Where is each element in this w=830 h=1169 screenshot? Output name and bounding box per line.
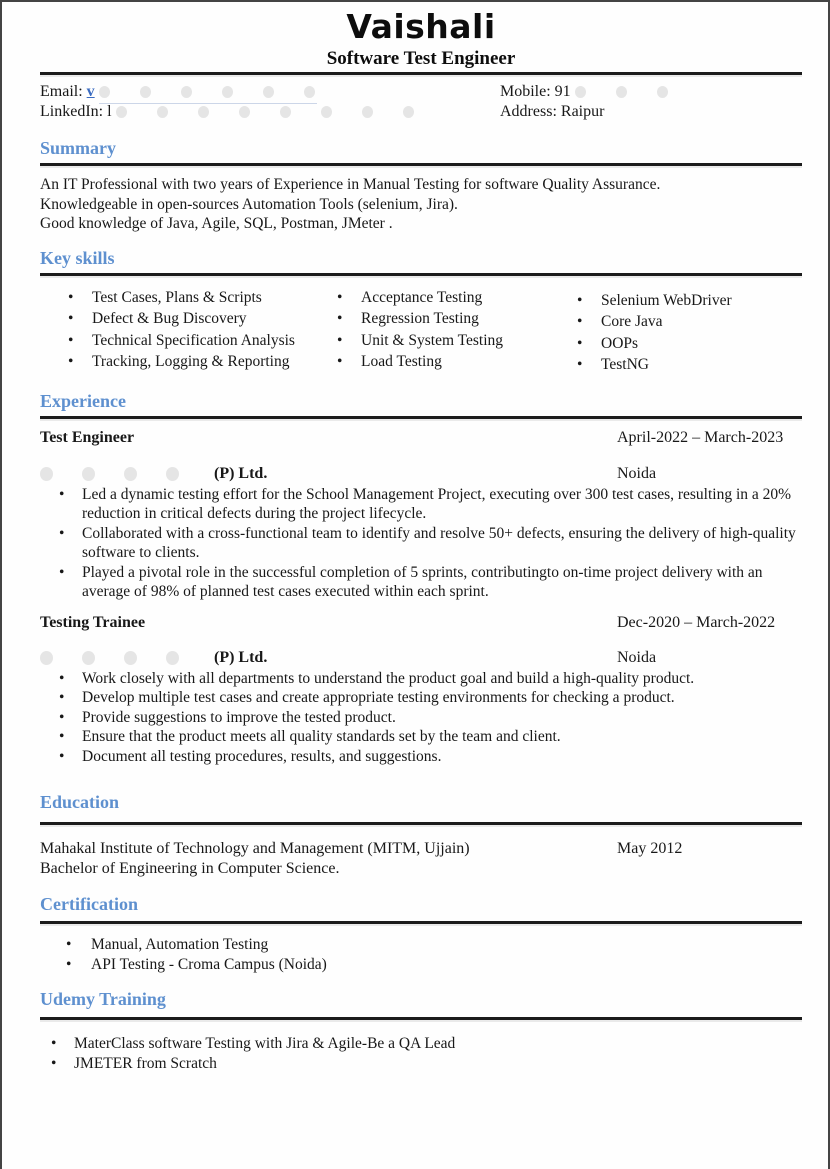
udemy-training-divider bbox=[40, 1017, 802, 1020]
skill-label: Unit & System Testing bbox=[361, 331, 504, 349]
bullet-icon bbox=[59, 708, 82, 728]
bullet-icon bbox=[337, 351, 361, 373]
udemy-item bbox=[40, 1054, 802, 1074]
udemy-training-heading: Udemy Training bbox=[40, 989, 166, 1009]
bullet-icon bbox=[337, 308, 361, 330]
skill-item bbox=[337, 308, 577, 330]
job-bullet bbox=[40, 669, 802, 689]
job-bullet bbox=[40, 485, 802, 524]
summary-line: Knowledgeable in open-sources Automation Tools (selenium, Jira). bbox=[40, 195, 458, 213]
redaction-dot bbox=[239, 106, 250, 118]
skill-item bbox=[68, 287, 337, 309]
experience-divider bbox=[40, 416, 802, 419]
bullet-icon bbox=[577, 354, 601, 376]
job-bullet-text: Develop multiple test cases and create appropriate testing environments for checking a product. bbox=[82, 689, 675, 706]
key-skills-heading: Key skills bbox=[40, 247, 115, 268]
header-divider bbox=[40, 72, 802, 75]
redaction-dot bbox=[166, 651, 179, 665]
skill-item bbox=[577, 354, 802, 376]
job-bullet bbox=[40, 563, 802, 602]
skill-label: Defect & Bug Discovery bbox=[92, 310, 247, 327]
bullet-icon bbox=[577, 333, 601, 355]
redaction-dot bbox=[40, 651, 53, 665]
job-bullet bbox=[40, 688, 802, 708]
redaction-dot bbox=[304, 86, 315, 98]
skills-column-2 bbox=[337, 287, 577, 376]
redaction-dot bbox=[403, 106, 414, 118]
redaction-dot bbox=[99, 86, 110, 98]
skill-label: Load Testing bbox=[361, 353, 442, 370]
redaction-dot bbox=[140, 86, 151, 98]
address-value: Raipur bbox=[560, 103, 605, 120]
company-row bbox=[40, 464, 802, 483]
certification-divider bbox=[40, 921, 802, 924]
job-bullet-text: Led a dynamic testing effort for the School Management Project, executing over 300 test cases, resulting in a 20% reduction in critical defects during the project lifecycle. bbox=[82, 485, 792, 522]
job-header bbox=[40, 428, 802, 447]
key-skills-grid bbox=[40, 287, 802, 376]
certification-item bbox=[40, 955, 802, 975]
address-label: Address: bbox=[500, 103, 557, 120]
redaction-dot bbox=[181, 86, 192, 98]
redaction-dot bbox=[362, 106, 373, 118]
redacted-company-name bbox=[40, 648, 208, 667]
redaction-dot bbox=[40, 467, 53, 481]
education-institution-row bbox=[40, 839, 802, 859]
redaction-dot bbox=[198, 106, 209, 118]
bullet-icon bbox=[68, 351, 92, 373]
redacted-mobile bbox=[575, 82, 670, 103]
job-bullet bbox=[40, 524, 802, 563]
bullet-icon bbox=[59, 688, 82, 708]
company-name-visible: (P) Ltd. bbox=[214, 648, 268, 666]
bullet-icon bbox=[59, 669, 82, 689]
bullet-icon bbox=[68, 287, 92, 309]
certification-list bbox=[40, 935, 802, 974]
education-date: May 2012 bbox=[617, 840, 683, 857]
bullet-icon bbox=[51, 1034, 74, 1054]
redacted-linkedin bbox=[116, 102, 416, 123]
education-block bbox=[40, 839, 802, 879]
redaction-dot bbox=[321, 106, 332, 118]
redaction-dot bbox=[124, 651, 137, 665]
job-bullet-text: Played a pivotal role in the successful completion of 5 sprints, contributingto on-time project delivery with an average of 98% of planned test cases executed within each sprint. bbox=[82, 563, 763, 600]
bullet-icon bbox=[337, 287, 361, 309]
skill-item bbox=[577, 333, 802, 355]
summary-line: Good knowledge of Java, Agile, SQL, Postman, JMeter . bbox=[40, 215, 393, 232]
summary-text bbox=[40, 175, 802, 234]
certification-heading: Certification bbox=[40, 894, 138, 914]
udemy-text: JMETER from Scratch bbox=[74, 1054, 217, 1072]
job-bullet-text: Document all testing procedures, results, and suggestions. bbox=[82, 747, 442, 765]
skill-item bbox=[337, 330, 577, 352]
bullet-icon bbox=[66, 935, 91, 955]
job-bullet bbox=[40, 747, 802, 767]
skill-label: Test Cases, Plans & Scripts bbox=[92, 288, 262, 306]
bullet-icon bbox=[59, 485, 82, 524]
job-location: Noida bbox=[617, 648, 657, 666]
skills-column-1 bbox=[40, 287, 337, 376]
bullet-icon bbox=[51, 1054, 74, 1074]
udemy-item bbox=[40, 1034, 802, 1054]
skill-item bbox=[68, 330, 337, 352]
job-location: Noida bbox=[617, 464, 657, 482]
bullet-icon bbox=[577, 311, 601, 333]
skill-label: Selenium WebDriver bbox=[601, 291, 732, 309]
redacted-company-name bbox=[40, 464, 208, 483]
udemy-training-list bbox=[40, 1034, 802, 1073]
certification-text: Manual, Automation Testing bbox=[91, 936, 269, 953]
key-skills-divider bbox=[40, 273, 802, 276]
certification-text: API Testing - Croma Campus (Noida) bbox=[91, 955, 327, 973]
email-link[interactable]: v bbox=[86, 83, 95, 100]
job-dates: Dec-2020 – March-2022 bbox=[617, 613, 776, 631]
education-heading: Education bbox=[40, 792, 120, 812]
job-title: Test Engineer bbox=[40, 428, 135, 446]
skill-label: TestNG bbox=[601, 356, 649, 373]
job-bullet bbox=[40, 727, 802, 747]
job-bullet-text: Collaborated with a cross-functional team to identify and resolve 50+ defects, ensuring the delivery of high-quality software to clients. bbox=[82, 524, 796, 561]
skill-item bbox=[577, 290, 802, 312]
redaction-dot bbox=[166, 467, 179, 481]
redaction-dot bbox=[222, 86, 233, 98]
linkedin-label: LinkedIn: bbox=[40, 103, 104, 120]
address-row bbox=[500, 102, 802, 122]
linkedin-visible-char: l bbox=[107, 103, 112, 120]
redaction-dot bbox=[82, 651, 95, 665]
skill-label: Regression Testing bbox=[361, 310, 479, 327]
redaction-dot bbox=[82, 467, 95, 481]
email-label: Email: bbox=[40, 83, 83, 100]
certification-item bbox=[40, 935, 802, 955]
education-degree: Bachelor of Engineering in Computer Science. bbox=[40, 860, 340, 877]
skill-item bbox=[577, 311, 802, 333]
bullet-icon bbox=[68, 330, 92, 352]
skill-label: Core Java bbox=[601, 313, 663, 330]
education-divider bbox=[40, 822, 802, 825]
bullet-icon bbox=[337, 330, 361, 352]
skill-label: Acceptance Testing bbox=[361, 288, 483, 306]
skill-item bbox=[68, 308, 337, 330]
skills-column-3 bbox=[577, 290, 802, 376]
mobile-visible-digits: 91 bbox=[554, 83, 571, 100]
redacted-email bbox=[99, 82, 317, 104]
redaction-dot bbox=[657, 86, 668, 98]
job-bullet bbox=[40, 708, 802, 728]
job-bullet-text: Provide suggestions to improve the tested product. bbox=[82, 708, 396, 726]
mobile-row bbox=[500, 82, 802, 102]
bullet-icon bbox=[577, 290, 601, 312]
education-institution: Mahakal Institute of Technology and Management (MITM, Ujjain) bbox=[40, 840, 470, 857]
redaction-dot bbox=[280, 106, 291, 118]
skill-item bbox=[68, 351, 337, 373]
job-bullet-text: Ensure that the product meets all quality standards set by the team and client. bbox=[82, 728, 561, 745]
contact-left-column bbox=[40, 82, 500, 122]
candidate-title: Software Test Engineer bbox=[326, 48, 516, 69]
experience-heading: Experience bbox=[40, 390, 126, 411]
bullet-icon bbox=[59, 563, 82, 602]
skill-item bbox=[337, 351, 577, 373]
summary-line: An IT Professional with two years of Experience in Manual Testing for software Quality Assurance. bbox=[40, 176, 661, 193]
linkedin-row bbox=[40, 102, 500, 122]
job-bullet-list bbox=[40, 485, 802, 602]
redaction-dot bbox=[116, 106, 127, 118]
udemy-text: MaterClass software Testing with Jira & Agile-Be a QA Lead bbox=[74, 1035, 456, 1052]
skill-item bbox=[337, 287, 577, 309]
bullet-icon bbox=[59, 747, 82, 767]
skill-label: Tracking, Logging & Reporting bbox=[92, 353, 290, 370]
skill-label: Technical Specification Analysis bbox=[92, 331, 295, 349]
bullet-icon bbox=[66, 955, 91, 975]
redaction-dot bbox=[124, 467, 137, 481]
contact-right-column bbox=[500, 82, 802, 122]
bullet-icon bbox=[59, 524, 82, 563]
job-bullet-text: Work closely with all departments to understand the product goal and build a high-quality product. bbox=[82, 669, 695, 687]
company-row bbox=[40, 648, 802, 667]
mobile-label: Mobile: bbox=[500, 83, 551, 100]
email-row bbox=[40, 82, 500, 102]
contact-block bbox=[40, 82, 802, 122]
job-header bbox=[40, 613, 802, 632]
redaction-dot bbox=[263, 86, 274, 98]
skill-label: OOPs bbox=[601, 334, 639, 352]
company-name-visible: (P) Ltd. bbox=[214, 464, 268, 482]
candidate-name: Vaishali bbox=[346, 7, 496, 46]
redaction-dot bbox=[616, 86, 627, 98]
job-title: Testing Trainee bbox=[40, 613, 146, 631]
job-dates: April-2022 – March-2023 bbox=[617, 428, 784, 446]
job-bullet-list bbox=[40, 669, 802, 767]
bullet-icon bbox=[68, 308, 92, 330]
redaction-dot bbox=[575, 86, 586, 98]
redaction-dot bbox=[157, 106, 168, 118]
bullet-icon bbox=[59, 727, 82, 747]
summary-divider bbox=[40, 163, 802, 166]
summary-heading: Summary bbox=[40, 138, 116, 158]
